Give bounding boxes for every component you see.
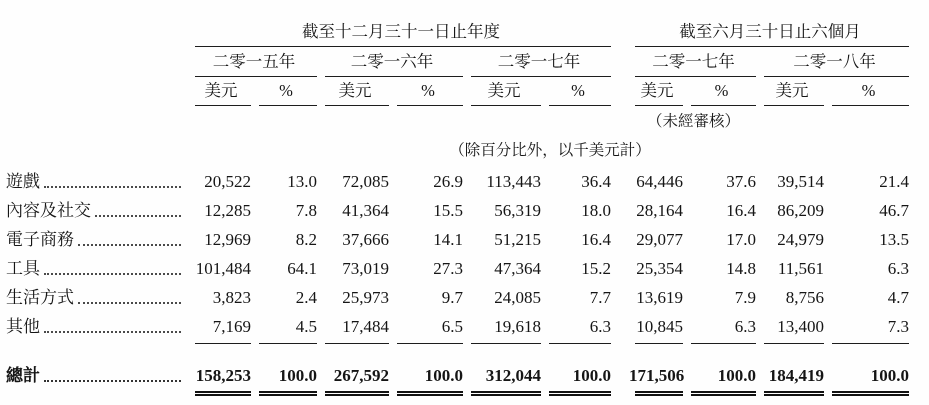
- value-cell: 12,969: [204, 230, 251, 249]
- row-label: 生活方式: [6, 287, 74, 307]
- total-value-cell: 267,592: [333, 366, 389, 385]
- value-cell: 18.0: [581, 201, 611, 220]
- double-rule: [549, 391, 611, 396]
- value-cell: 37,666: [342, 230, 389, 249]
- value-cell: 14.1: [433, 230, 463, 249]
- table-row-content-social: [6, 196, 911, 225]
- gap-cell: [613, 388, 629, 403]
- separator-rule: [635, 343, 683, 344]
- value-cell: 64.1: [287, 259, 317, 278]
- value-cell: 13.0: [287, 172, 317, 191]
- pct-label: %: [571, 81, 585, 101]
- table-row-lifestyle: [6, 283, 911, 312]
- separator-rule: [832, 343, 909, 344]
- year-header-row: [6, 47, 911, 77]
- total-value-cell: 100.0: [717, 366, 756, 385]
- value-cell: 28,164: [636, 201, 683, 220]
- gap-cell: [613, 283, 629, 312]
- separator-rule: [397, 343, 463, 344]
- spacer-cell: [758, 106, 911, 131]
- leader-dots: [95, 215, 181, 217]
- double-rule-row: [6, 388, 911, 403]
- pct-label: %: [279, 81, 293, 101]
- unit-header-usd: [319, 77, 391, 106]
- value-cell: 10,845: [636, 317, 683, 336]
- value-cell: 41,364: [342, 201, 389, 220]
- table-row-games: [6, 167, 911, 196]
- unit-header-pct: [826, 77, 911, 106]
- gap-cell: [613, 196, 629, 225]
- unit-header-usd: [189, 77, 253, 106]
- units-note: （除百分比外，以千美元計）: [449, 142, 651, 159]
- separator-rule: [259, 343, 317, 344]
- unit-header-usd: [758, 77, 826, 106]
- value-cell: 51,215: [494, 230, 541, 249]
- double-rule: [259, 391, 317, 396]
- double-rule: [471, 391, 541, 396]
- spacer-cell: [6, 77, 189, 106]
- value-cell: 26.9: [433, 172, 463, 191]
- value-cell: 73,019: [342, 259, 389, 278]
- separator-rule: [195, 343, 251, 344]
- value-cell: 25,354: [636, 259, 683, 278]
- value-cell: 64,446: [636, 172, 683, 191]
- leader-dots: [44, 186, 181, 188]
- value-cell: 7,169: [212, 317, 251, 336]
- total-value-cell: 100.0: [424, 366, 463, 385]
- value-cell: 17.0: [726, 230, 756, 249]
- unit-header-pct: [253, 77, 319, 106]
- total-value-cell: 171,506: [629, 366, 685, 385]
- usd-label: 美元: [204, 81, 238, 101]
- value-cell: 86,209: [777, 201, 824, 220]
- value-cell: 24,979: [777, 230, 824, 249]
- value-cell: 3,823: [212, 288, 251, 307]
- unit-header-pct: [391, 77, 465, 106]
- total-value-cell: 100.0: [572, 366, 611, 385]
- value-cell: 2.4: [295, 288, 317, 307]
- value-cell: 13,619: [636, 288, 683, 307]
- gap-cell: [613, 341, 629, 350]
- leader-dots: [44, 273, 181, 275]
- row-label: 工具: [6, 258, 40, 278]
- year-label: 二零一七年: [497, 52, 581, 72]
- value-cell: 9.7: [441, 288, 463, 307]
- value-cell: 20,522: [204, 172, 251, 191]
- value-cell: 36.4: [581, 172, 611, 191]
- spacer-cell: [6, 388, 189, 403]
- value-cell: 39,514: [777, 172, 824, 191]
- value-cell: 25,973: [342, 288, 389, 307]
- period-group-annual: [189, 5, 613, 47]
- total-value-cell: 100.0: [278, 366, 317, 385]
- value-cell: 4.7: [887, 288, 909, 307]
- table-row-others: [6, 312, 911, 341]
- total-value-cell: 100.0: [870, 366, 909, 385]
- gap-cell: [613, 77, 629, 106]
- year-label: 二零一八年: [793, 52, 876, 72]
- value-cell: 14.8: [726, 259, 756, 278]
- gap-cell: [613, 357, 629, 388]
- year-header-2016: [319, 47, 465, 77]
- value-cell: 6.3: [887, 259, 909, 278]
- row-label: 電子商務: [6, 229, 74, 249]
- year-label: 二零一七年: [652, 52, 735, 72]
- separator-rule: [471, 343, 541, 344]
- value-cell: 15.2: [581, 259, 611, 278]
- leader-dots: [44, 380, 181, 382]
- separator-rule: [325, 343, 389, 344]
- total-label: 總計: [6, 365, 40, 385]
- year-label: 二零一六年: [350, 52, 434, 72]
- value-cell: 113,443: [486, 172, 541, 191]
- value-cell: 47,364: [494, 259, 541, 278]
- value-cell: 7.9: [734, 288, 756, 307]
- pct-label: %: [714, 81, 729, 101]
- revenue-breakdown-table: [6, 5, 911, 403]
- value-cell: 4.5: [295, 317, 317, 336]
- year-header-2018-interim: [758, 47, 911, 77]
- row-label: 內容及社交: [6, 200, 91, 220]
- unit-header-usd: [465, 77, 543, 106]
- value-cell: 15.5: [433, 201, 463, 220]
- value-cell: 16.4: [581, 230, 611, 249]
- separator-rule: [549, 343, 611, 344]
- pct-label: %: [861, 81, 876, 101]
- value-cell: 16.4: [726, 201, 756, 220]
- double-rule: [691, 391, 756, 396]
- value-cell: 7.3: [887, 317, 909, 336]
- usd-label: 美元: [640, 81, 674, 101]
- year-header-2015: [189, 47, 319, 77]
- value-cell: 46.7: [879, 201, 909, 220]
- separator-row: [6, 341, 911, 350]
- value-cell: 101,484: [195, 259, 251, 278]
- value-cell: 6.3: [589, 317, 611, 336]
- table-row-ecommerce: [6, 225, 911, 254]
- separator-rule: [691, 343, 756, 344]
- leader-dots: [44, 331, 181, 333]
- double-rule: [764, 391, 824, 396]
- value-cell: 21.4: [879, 172, 909, 191]
- value-cell: 11,561: [777, 259, 824, 278]
- period-group-interim: [629, 5, 911, 47]
- year-label: 二零一五年: [212, 52, 296, 72]
- usd-label: 美元: [775, 81, 809, 101]
- spacer-row: [6, 350, 911, 357]
- unit-header-pct: [685, 77, 758, 106]
- value-cell: 6.5: [441, 317, 463, 336]
- total-value-cell: 158,253: [195, 366, 251, 385]
- value-cell: 7.7: [589, 288, 611, 307]
- value-cell: 72,085: [342, 172, 389, 191]
- value-cell: 7.8: [295, 201, 317, 220]
- double-rule: [325, 391, 389, 396]
- spacer-cell: [6, 5, 189, 47]
- table-row-tools: [6, 254, 911, 283]
- value-cell: 13,400: [777, 317, 824, 336]
- value-cell: 29,077: [636, 230, 683, 249]
- total-value-cell: 184,419: [768, 366, 824, 385]
- year-header-2017: [465, 47, 613, 77]
- unit-header-row: [6, 77, 911, 106]
- leader-dots: [78, 302, 181, 304]
- unit-header-usd: [629, 77, 685, 106]
- unit-header-pct: [543, 77, 613, 106]
- value-cell: 8,756: [785, 288, 824, 307]
- value-cell: 13.5: [879, 230, 909, 249]
- spacer-cell: [6, 47, 189, 77]
- table-row-total: [6, 357, 911, 388]
- usd-label: 美元: [487, 81, 521, 101]
- unaudited-row: [6, 106, 911, 131]
- gap-cell: [613, 47, 629, 77]
- value-cell: 8.2: [295, 230, 317, 249]
- period-group-interim-label: 截至六月三十日止六個月: [679, 22, 861, 42]
- gap-cell: [613, 225, 629, 254]
- spacer-cell: [6, 131, 189, 167]
- value-cell: 6.3: [734, 317, 756, 336]
- value-cell: 37.6: [726, 172, 756, 191]
- double-rule: [195, 391, 251, 396]
- value-cell: 19,618: [494, 317, 541, 336]
- separator-rule: [764, 343, 824, 344]
- unaudited-note: （未經審核）: [646, 113, 740, 130]
- spacer-cell: [6, 106, 629, 131]
- leader-dots: [78, 244, 181, 246]
- period-group-row: [6, 5, 911, 47]
- value-cell: 27.3: [433, 259, 463, 278]
- double-rule: [635, 391, 683, 396]
- double-rule: [832, 391, 909, 396]
- gap-cell: [613, 167, 629, 196]
- value-cell: 17,484: [342, 317, 389, 336]
- row-label: 其他: [6, 316, 40, 336]
- value-cell: 12,285: [204, 201, 251, 220]
- value-cell: 24,085: [494, 288, 541, 307]
- value-cell: 56,319: [494, 201, 541, 220]
- year-header-2017-interim: [629, 47, 758, 77]
- usd-label: 美元: [338, 81, 372, 101]
- row-label: 遊戲: [6, 171, 40, 191]
- period-group-annual-label: 截至十二月三十一日止年度: [302, 22, 500, 42]
- units-note-row: [6, 131, 911, 167]
- gap-cell: [613, 5, 629, 47]
- spacer-cell: [6, 341, 189, 350]
- pct-label: %: [421, 81, 435, 101]
- gap-cell: [613, 254, 629, 283]
- double-rule: [397, 391, 463, 396]
- gap-cell: [613, 312, 629, 341]
- total-value-cell: 312,044: [485, 366, 541, 385]
